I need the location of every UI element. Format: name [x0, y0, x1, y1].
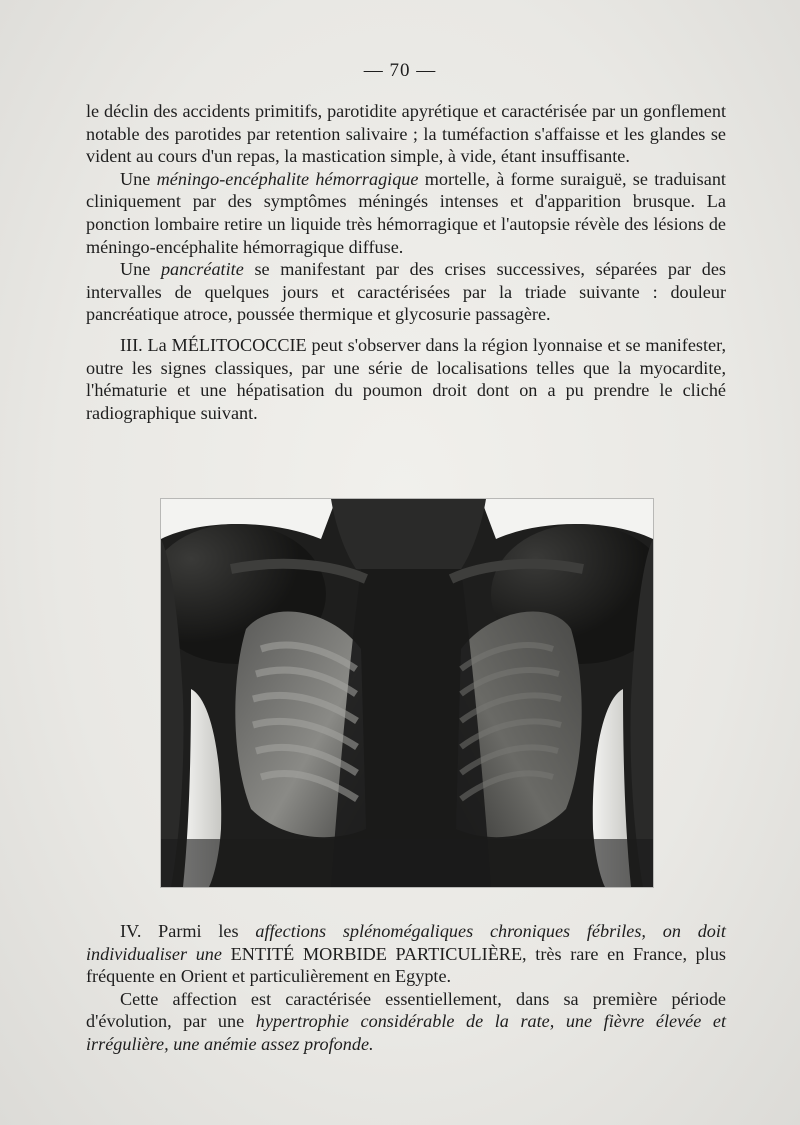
paragraph-pancreatite: Une pancréatite se manifestant par des crises successives, séparées par des intervalles de quelques jours et caractérisées par la triade suivante : douleur pancréatique atroce, poussée thermique et glycosurie passagère. [86, 259, 726, 325]
paragraph-meningo-encephalite: Une méningo-encéphalite hémorragique mortelle, à forme suraiguë, se traduisant cliniquement par des symptômes méningés intenses et d'apparition brusque. La ponction lombaire retire un liquide très hémorragique et l'autopsie révèle des lésions de méningo-encéphalite hémorragique diffuse. [86, 168, 726, 257]
text-block-bottom [86, 920, 726, 1056]
paragraph-caracterisee: Cette affection est caractérisée essentiellement, dans sa première période d'évolution, par une hypertrophie considérable de la rate, une fièvre élevée et irrégulière, une anémie assez profonde. [86, 988, 726, 1054]
paragraph-entite-morbide: IV. Parmi les affections splénomégaliques chroniques fébriles, on doit individualiser une ENTITÉ MORBIDE PARTICULIÈRE, très rare en France, plus fréquente en Orient et particulièrement en Egypte. [86, 921, 726, 987]
paragraph-parotidite: le déclin des accidents primitifs, parotidite apyrétique et caractérisée par un gonflement notable des parotides par retention salivaire ; la tuméfaction s'affaisse et les glandes se vident au cours d'un repas, la mastication simple, à vide, étant insuffisante. [86, 101, 726, 167]
page-number: — 70 — [363, 60, 437, 81]
text-block-top [86, 100, 726, 424]
paragraph-melitococcie: III. La MÉLITOCOCCIE peut s'observer dans la région lyonnaise et se manifester, outre les signes classiques, par une série de localisations telles que la myocardite, l'hématurie et une hépatisation du poumon droit dont on a pu prendre le cliché radiographique suivant. [86, 334, 726, 423]
chest-radiograph-figure [160, 498, 654, 888]
chest-radiograph-image [161, 499, 653, 887]
